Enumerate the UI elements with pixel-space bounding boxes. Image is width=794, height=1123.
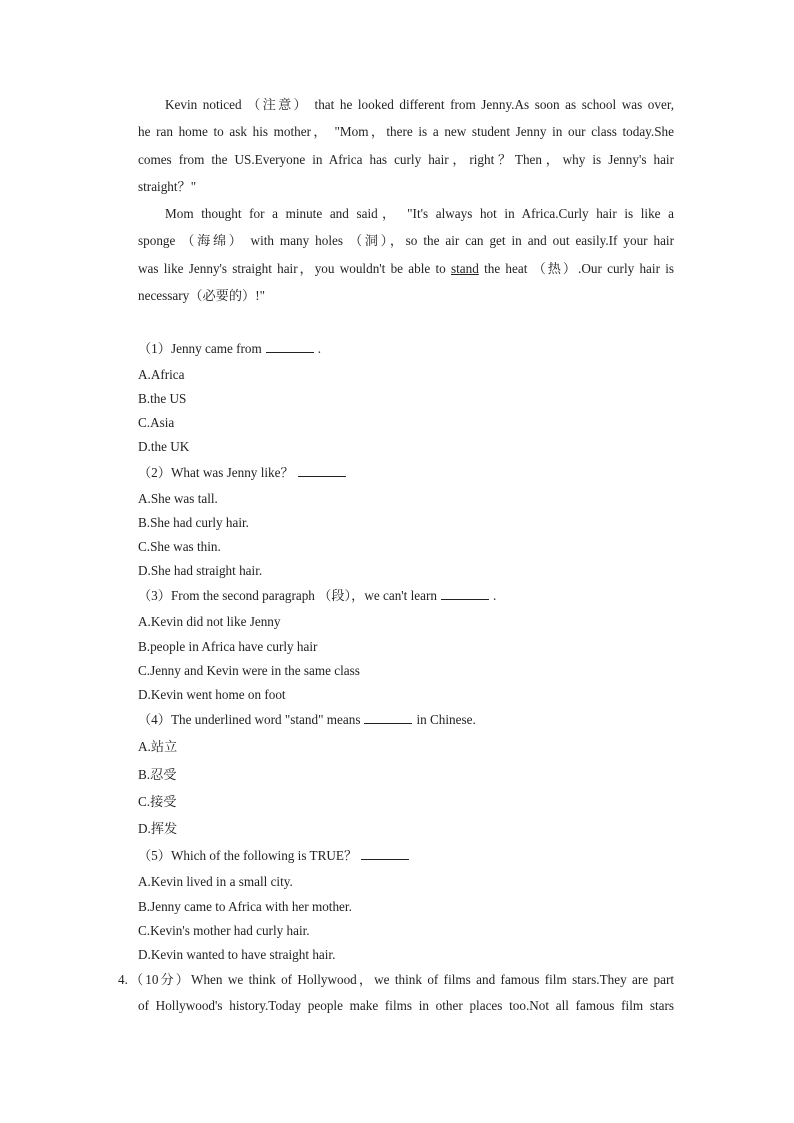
answer-blank	[364, 713, 412, 724]
passage-p1-line1: Kevin noticed （注意） that he looked different from Jenny.As soon as school was over,	[165, 97, 674, 112]
passage-p2-line1: Mom thought for a minute and said， "It's always hot in Africa.Curly hair is like a	[165, 206, 674, 221]
item-4-line1: 4.（10分）When we think of Hollywood，we think of films and famous film stars.They are part	[118, 972, 674, 987]
question-5-option-b: B.Jenny came to Africa with her mother.	[138, 899, 352, 914]
passage-p2-line3-after: the heat （热）.Our curly hair is	[478, 261, 674, 276]
question-4-option-d: D.挥发	[138, 821, 178, 836]
question-3-stem: （3）From the second paragraph （段），we can't learn .	[138, 588, 497, 603]
passage-p2-line3	[138, 262, 674, 275]
question-5-option-d: D.Kevin wanted to have straight hair.	[138, 947, 336, 962]
question-1-option-a: A.Africa	[138, 367, 185, 382]
question-4-option-b: B.忍受	[138, 767, 177, 782]
question-1-option-b: B.the US	[138, 391, 187, 406]
question-1-stem: （1）Jenny came from .	[138, 341, 322, 356]
question-4-stem: （4）The underlined word "stand" means in Chinese.	[138, 712, 476, 727]
question-3-option-c: C.Jenny and Kevin were in the same class	[138, 663, 360, 678]
question-4-option-a: A.站立	[138, 739, 178, 754]
question-1-option-c: C.Asia	[138, 415, 175, 430]
question-3-option-a: A.Kevin did not like Jenny	[138, 614, 281, 629]
question-2-option-a: A.She was tall.	[138, 491, 218, 506]
answer-blank	[298, 466, 346, 477]
passage-p1-line4: straight？"	[138, 179, 197, 194]
question-4-option-c: C.接受	[138, 794, 177, 809]
question-2-option-c: C.She was thin.	[138, 539, 221, 554]
question-2-option-d: D.She had straight hair.	[138, 563, 263, 578]
question-5-stem: （5）Which of the following is TRUE？	[138, 849, 413, 862]
passage-p2-line4: necessary（必要的）!"	[138, 288, 265, 303]
question-2-stem: （2）What was Jenny like？	[138, 466, 350, 479]
question-5-option-a: A.Kevin lived in a small city.	[138, 874, 293, 889]
passage-p1-line3: comes from the US.Everyone in Africa has curly hair，right？Then，why is Jenny's hair	[138, 152, 674, 167]
question-5-option-c: C.Kevin's mother had curly hair.	[138, 923, 310, 938]
passage-p2-line2: sponge （海绵） with many holes （洞），so the air can get in and out easily.If your hair	[138, 233, 674, 248]
item-4-line2: of Hollywood's history.Today people make films in other places too.Not all famous film stars	[138, 998, 674, 1013]
answer-blank	[441, 589, 489, 600]
passage-p1-line2: he ran home to ask his mother， "Mom，there is a new student Jenny in our class today.She	[138, 124, 674, 139]
answer-blank	[361, 849, 409, 860]
question-3-option-b: B.people in Africa have curly hair	[138, 639, 318, 654]
question-3-option-d: D.Kevin went home on foot	[138, 687, 286, 702]
answer-blank	[266, 342, 314, 353]
passage-p2-line3-before: was like Jenny's straight hair，you wouldn't be able to	[138, 261, 451, 276]
question-2-option-b: B.She had curly hair.	[138, 515, 249, 530]
question-1-option-d: D.the UK	[138, 439, 190, 454]
underlined-word-stand: stand	[450, 261, 479, 276]
